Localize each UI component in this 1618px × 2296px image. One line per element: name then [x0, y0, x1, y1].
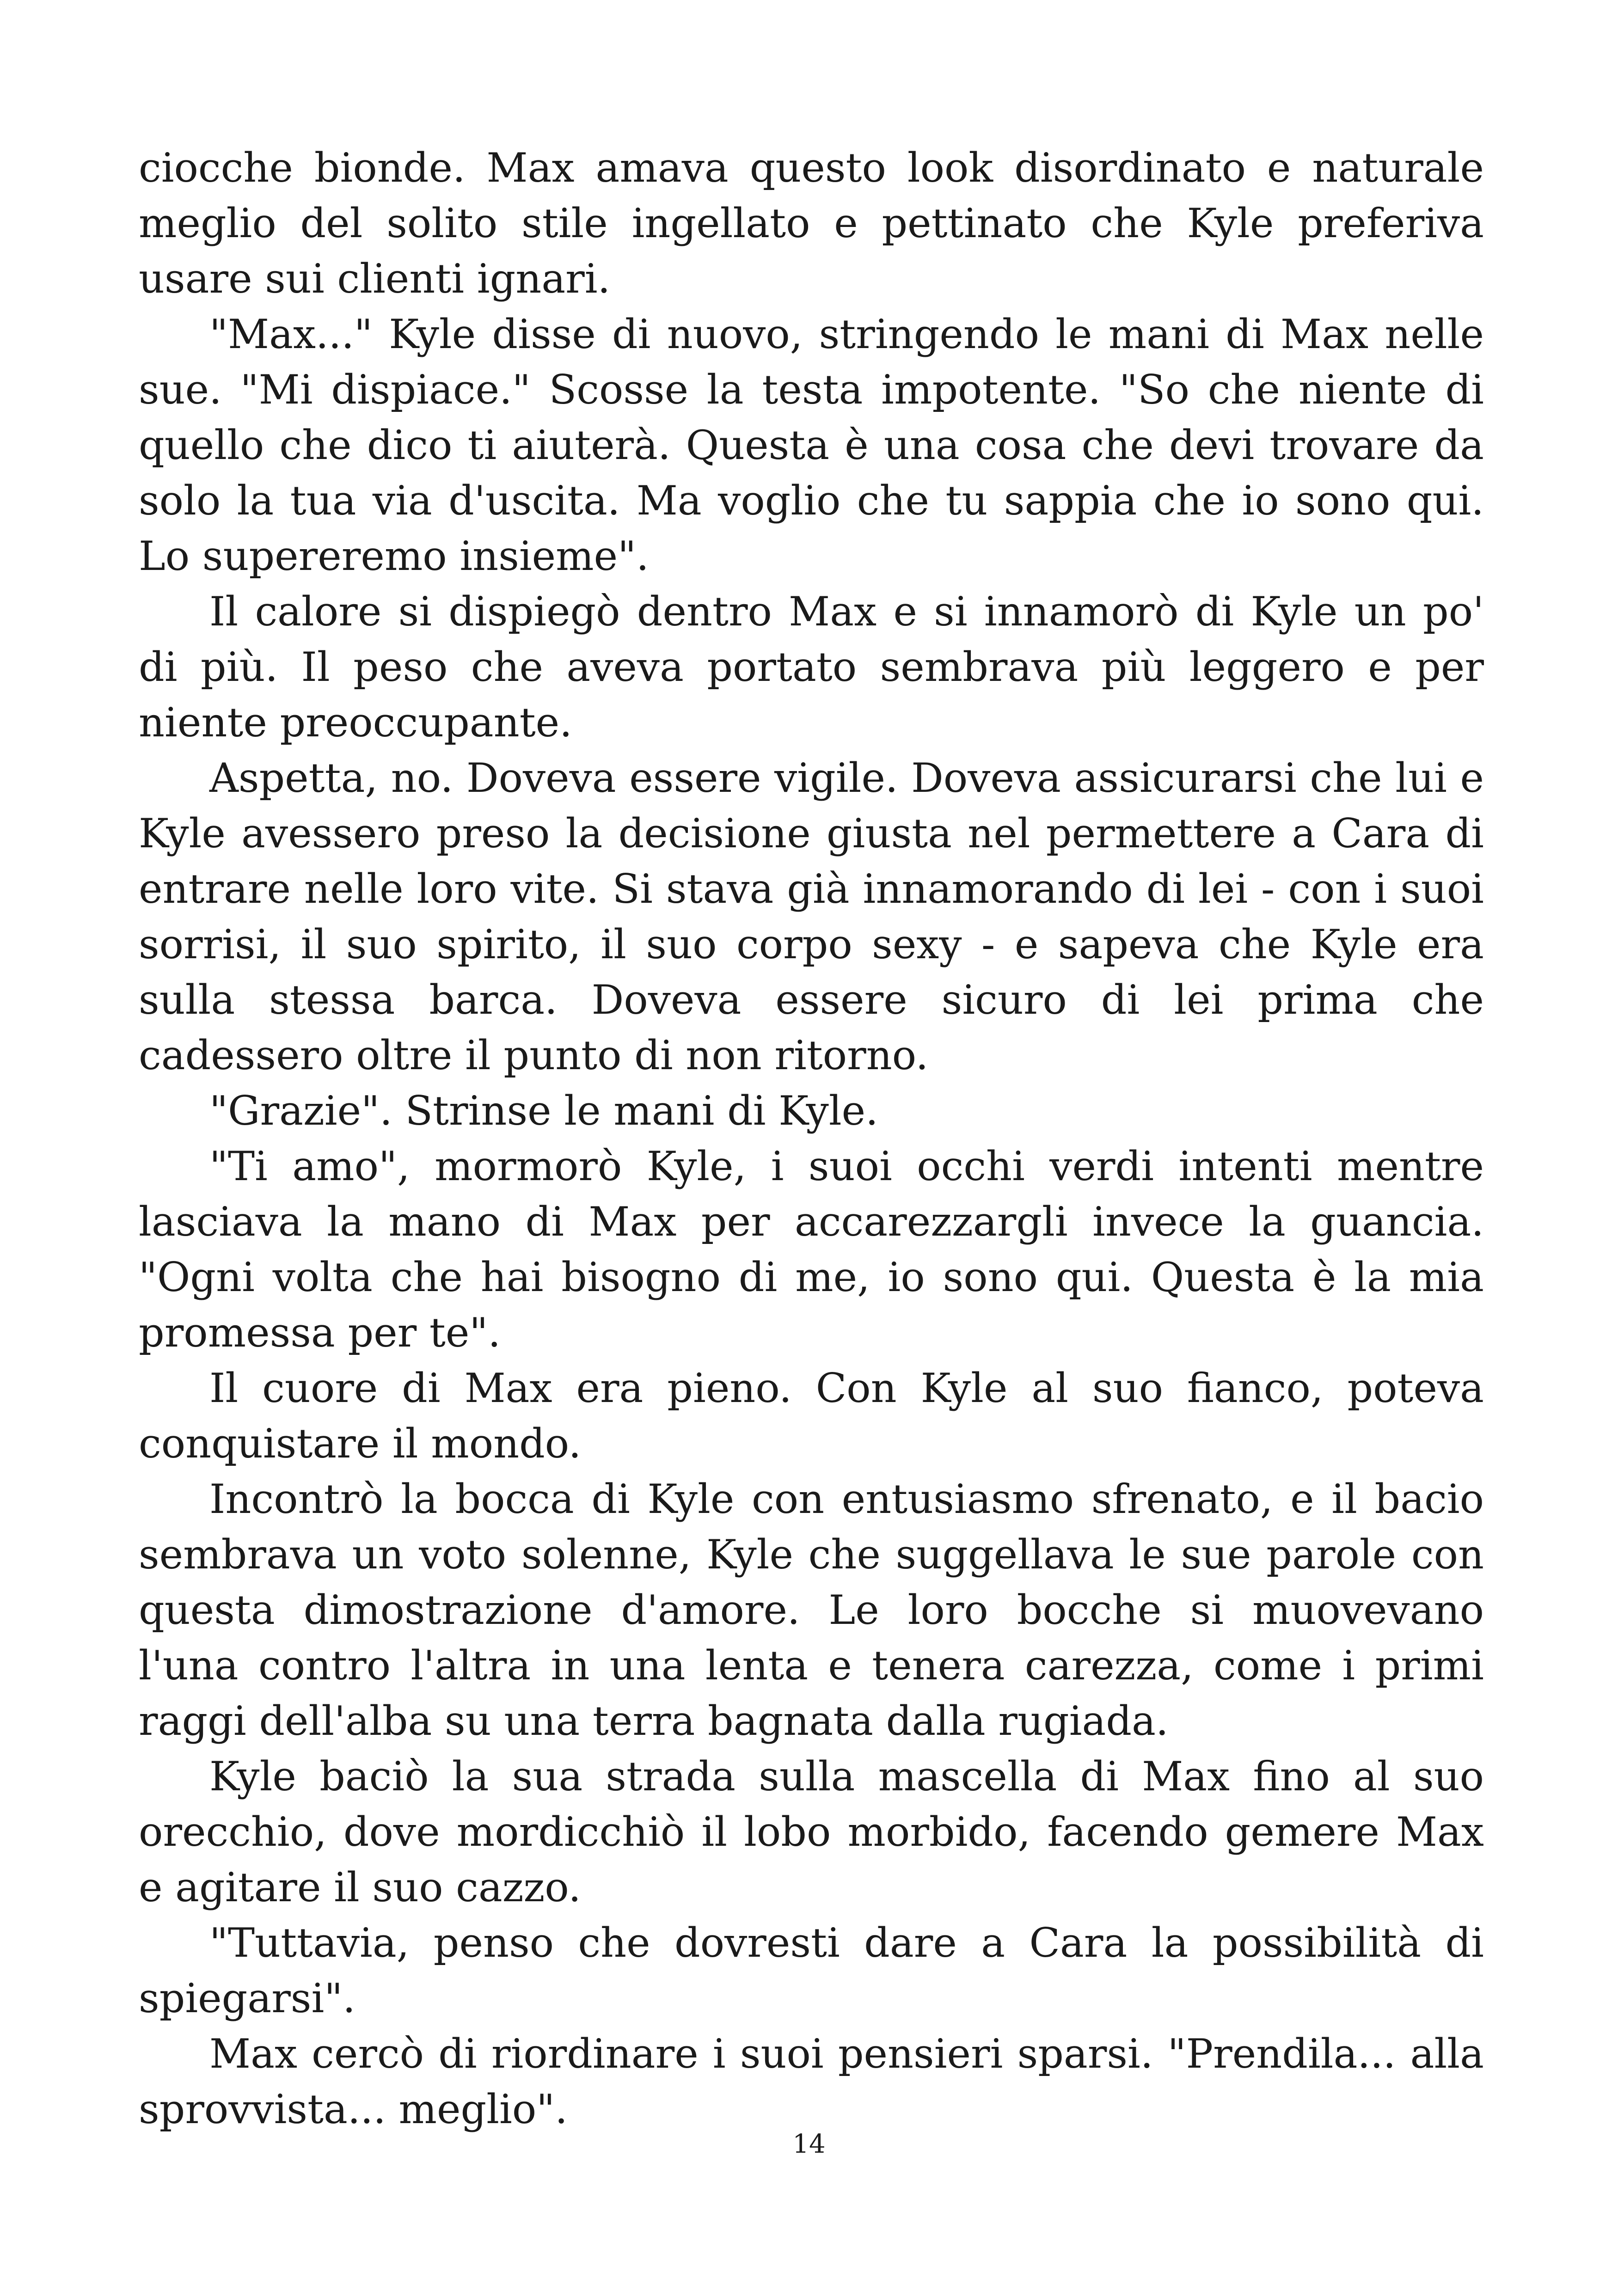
paragraph: Max cercò di riordinare i suoi pensieri sparsi. "Prendila... alla sprovvista... meglio".	[139, 2030, 1484, 2133]
paragraph: Incontrò la bocca di Kyle con entusiasmo sfrenato, e il bacio sembrava un voto solenne, Kyle che suggellava le sue parole con questa dimostrazione d'amore. Le loro bocche si muovevano l'una contro l'altra in una lenta e tenera carezza, come i primi raggi dell'alba su una terra bagnata dalla rugiada.	[139, 1476, 1484, 1745]
paragraph: Kyle baciò la sua strada sulla mascella di Max fino al suo orecchio, dove mordicchiò il lobo morbido, facendo gemere Max e agitare il suo cazzo.	[139, 1753, 1484, 1911]
paragraph: "Max..." Kyle disse di nuovo, stringendo le mani di Max nelle sue. "Mi dispiace." Scosse la testa impotente. "So che niente di quello che dico ti aiuterà. Questa è una cosa che devi trovare da solo la tua via d'uscita. Ma voglio che tu sappia che io sono qui. Lo supereremo insieme".	[139, 311, 1484, 580]
paragraph: "Tuttavia, penso che dovresti dare a Cara la possibilità di spiegarsi".	[139, 1919, 1484, 2022]
paragraph: "Ti amo", mormorò Kyle, i suoi occhi verdi intenti mentre lasciava la mano di Max per accarezzargli invece la guancia. "Ogni volta che hai bisogno di me, io sono qui. Questa è la mia promessa per te".	[139, 1143, 1484, 1356]
paragraph: Il calore si dispiegò dentro Max e si innamorò di Kyle un po' di più. Il peso che aveva portato sembrava più leggero e per niente preoccupante.	[139, 588, 1484, 746]
page-number: 14	[792, 2129, 826, 2159]
paragraph: ciocche bionde. Max amava questo look disordinato e naturale meglio del solito stile ingellato e pettinato che Kyle preferiva usare sui clienti ignari.	[139, 144, 1484, 302]
paragraph: Aspetta, no. Doveva essere vigile. Doveva assicurarsi che lui e Kyle avessero preso la decisione giusta nel permettere a Cara di entrare nelle loro vite. Si stava già innamorando di lei - con i suoi sorrisi, il suo spirito, il suo corpo sexy - e sapeva che Kyle era sulla stessa barca. Doveva essere sicuro di lei prima che cadessero oltre il punto di non ritorno.	[139, 754, 1484, 1079]
paragraph: "Grazie". Strinse le mani di Kyle.	[209, 1087, 878, 1134]
page-body	[139, 140, 1484, 2137]
paragraph: Il cuore di Max era pieno. Con Kyle al suo fianco, poteva conquistare il mondo.	[139, 1365, 1484, 1467]
